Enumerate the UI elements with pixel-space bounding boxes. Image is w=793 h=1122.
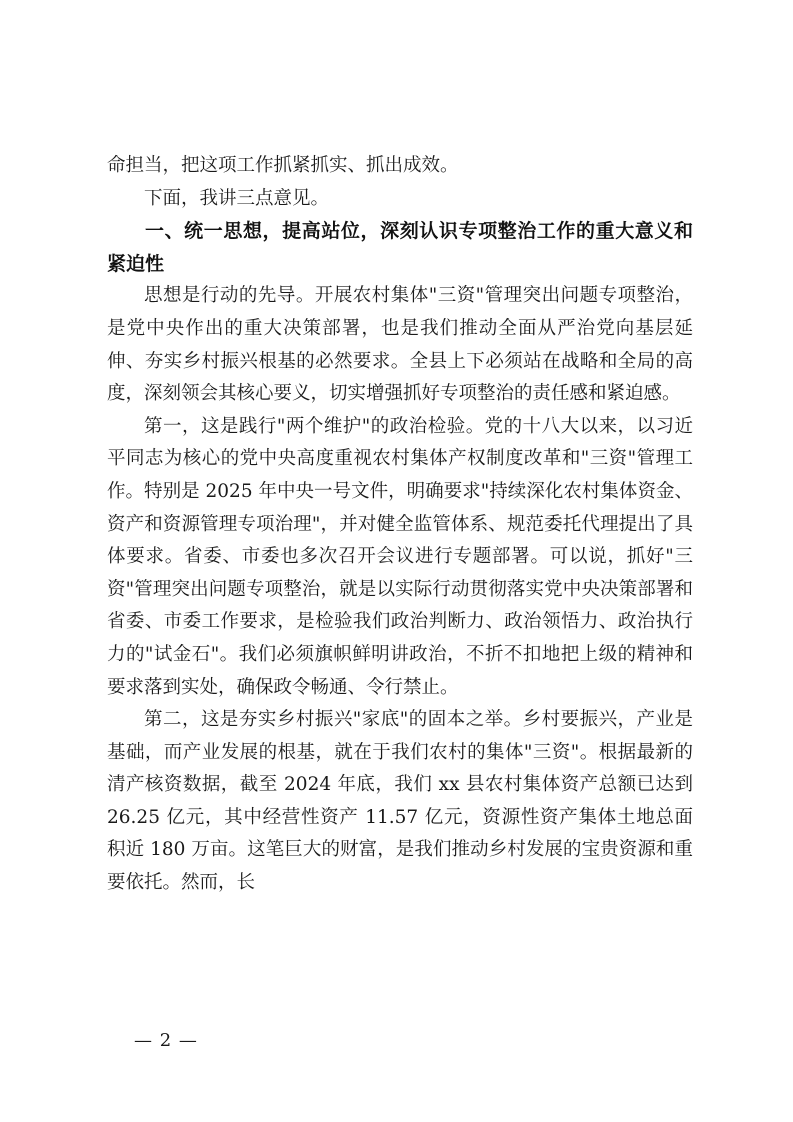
page-number: — 2 — [134, 1030, 198, 1051]
section-heading: 一、统一思想，提高站位，深刻认识专项整治工作的重大意义和紧迫性 [107, 220, 693, 275]
paragraph-continuation: 命担当，把这项工作抓紧抓实、抓出成效。 [107, 155, 459, 176]
paragraph-thought: 思想是行动的先导。开展农村集体"三资"管理突出问题专项整治，是党中央作出的重大决策部署，也是我们推动全面从严治党向基层延伸、夯实乡村振兴根基的必然要求。全县上下必须站在战略和全局的高度，深刻领会其核心要义，切实增强抓好专项整治的责任感和紧迫感。 [107, 285, 693, 405]
document-body [107, 150, 693, 900]
paragraph-first-point: 第一，这是践行"两个维护"的政治检验。党的十八大以来，以习近平同志为核心的党中央高度重视农村集体产权制度改革和"三资"管理工作。特别是 2025 年中央一号文件，明确要求"持续深化农村集体资金、资产和资源管理专项治理"，并对健全监管体系、规范委托代理提出了具体要求。省委、市委也多次召开会议进行专题部署。可以说，抓好"三资"管理突出问题专项整治，就是以实际行动贯彻落实党中央决策部署和省委、市委工作要求，是检验我们政治判断力、政治领悟力、政治执行力的"试金石"。我们必须旗帜鲜明讲政治，不折不扣地把上级的精神和要求落到实处，确保政令畅通、令行禁止。 [107, 415, 693, 698]
paragraph-second-point: 第二，这是夯实乡村振兴"家底"的固本之举。乡村要振兴，产业是基础，而产业发展的根基，就在于我们农村的集体"三资"。根据最新的清产核资数据，截至 2024 年底，我们 xx 县农村集体资产总额已达到 26.25 亿元，其中经营性资产 11.57 亿元，资源性资产集体土地总面积近 180 万亩。这笔巨大的财富，是我们推动乡村发展的宝贵资源和重要依托。然而，长 [107, 709, 693, 894]
paragraph-intro: 下面，我讲三点意见。 [144, 187, 330, 209]
